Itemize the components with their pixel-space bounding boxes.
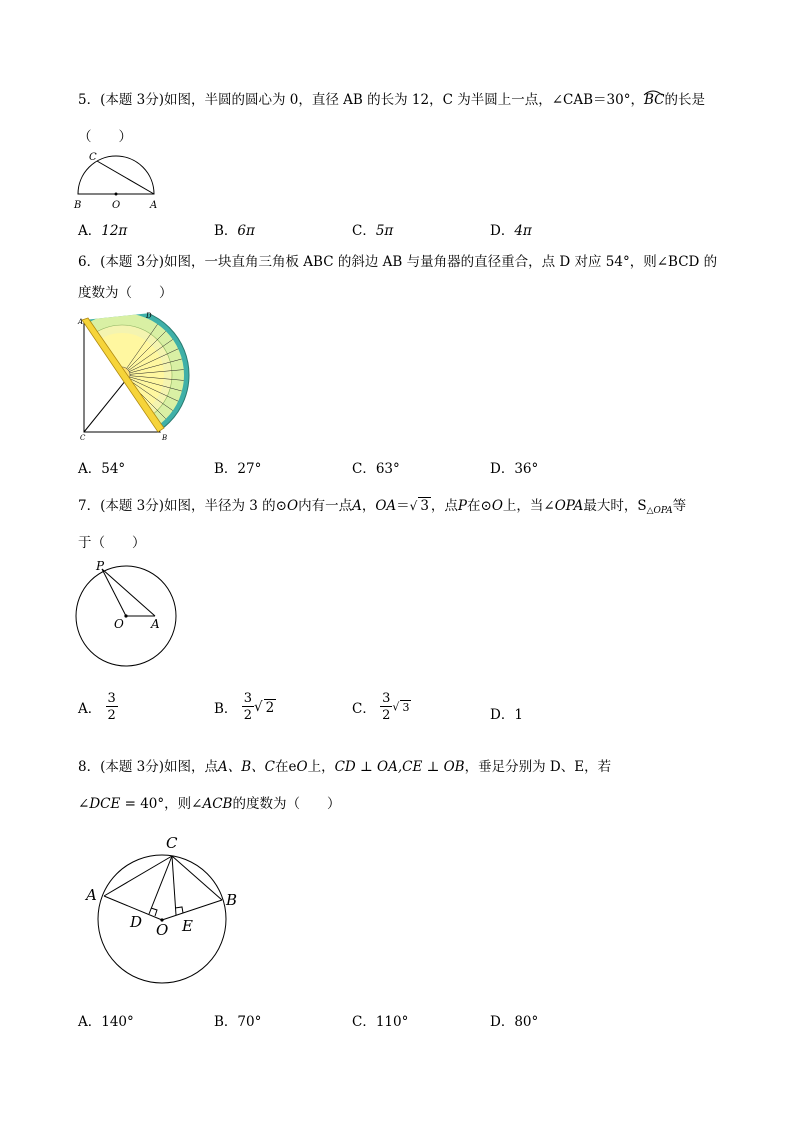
q6-option-d: D．36° — [490, 461, 539, 477]
q7-option-b: B． $\frac{3}{2}$ √ 2 — [214, 691, 275, 723]
q8-stem-line2: ∠DCE = 40°，则∠ACB的度数为（ ） — [78, 796, 341, 812]
protractor-ray — [106, 375, 122, 435]
q5-stem: 5．(本题 3分)如图，半圆的圆心为 0，直径 AB 的长为 12，C 为半圆上一点，∠CAB＝30°， BC的长是 — [78, 88, 705, 108]
q6-stem-line1: 6．(本题 3分)如图，一块直角三角板 ABC 的斜边 AB 与量角器的直径重合，点 D 对应 54°，则∠BCD 的 — [78, 254, 718, 270]
q8-label-d: D — [130, 913, 143, 931]
q8-label-o: O — [156, 921, 169, 939]
q7-figure — [72, 558, 182, 670]
q5-option-a: A．12π — [78, 223, 128, 239]
q8-label-a: A — [86, 886, 97, 904]
q5-paren: （ ） — [78, 129, 132, 145]
q6-option-b: B．27° — [214, 461, 262, 477]
q5-label-c: C — [89, 152, 97, 163]
q8-option-b: B．70° — [214, 1014, 262, 1030]
q7-option-c: C． $\frac{3}{2}$ √ 3 — [352, 691, 410, 723]
q6-label-c: C — [80, 434, 86, 442]
q7-label-o: O — [114, 617, 124, 631]
q5-figure — [70, 146, 170, 212]
q5-label-a: A — [150, 200, 158, 211]
q8-label-c: C — [166, 834, 178, 852]
q5-option-c: C．5π — [352, 223, 394, 239]
q8-stem-line1: 8．(本题 3分)如图，点A、B、C在eO上，CD ⊥ OA,CE ⊥ OB，垂足分别为 D、E，若 — [78, 759, 612, 775]
q8-label-e: E — [182, 917, 193, 935]
q5-option-d: D．4π — [490, 223, 532, 239]
q6-label-b: B — [162, 434, 168, 442]
q7-label-a: A — [151, 617, 160, 631]
protractor-ray — [96, 375, 122, 431]
q6-stem-line2: 度数为（ ） — [78, 285, 173, 301]
q7-option-d: D．1 — [490, 707, 523, 723]
q7-stem-line2: 于（ ） — [78, 535, 146, 551]
q8-option-a: A．140° — [78, 1014, 134, 1030]
q6-label-d: D — [146, 312, 152, 320]
q5-option-b: B．6π — [214, 223, 255, 239]
q7-label-p: P — [96, 559, 105, 573]
q7-stem-line1: 7．(本题 3分)如图，半径为 3 的⊙O内有一点A，OA＝√ 3 ，点P在⊙O上，当∠OPA最大时，$S_{\triangle OPA}$等 — [78, 498, 687, 516]
q5-label-b: B — [74, 200, 82, 211]
q8-label-b: B — [226, 891, 238, 909]
protractor-ray — [117, 375, 122, 437]
q8-option-c: C．110° — [352, 1014, 409, 1030]
arc-mark-icon — [643, 88, 663, 96]
q8-option-d: D．80° — [490, 1014, 539, 1030]
q7-option-a: A． $\frac{3}{2}$ — [78, 691, 116, 723]
q6-label-a: A — [78, 318, 84, 326]
protractor-ray — [86, 375, 122, 426]
q5-arc-bc: BC — [644, 92, 665, 108]
q6-option-c: C．63° — [352, 461, 400, 477]
q8-figure — [80, 828, 250, 988]
q6-figure — [74, 310, 200, 442]
q6-option-a: A．54° — [78, 461, 126, 477]
q5-label-o: O — [112, 200, 121, 211]
